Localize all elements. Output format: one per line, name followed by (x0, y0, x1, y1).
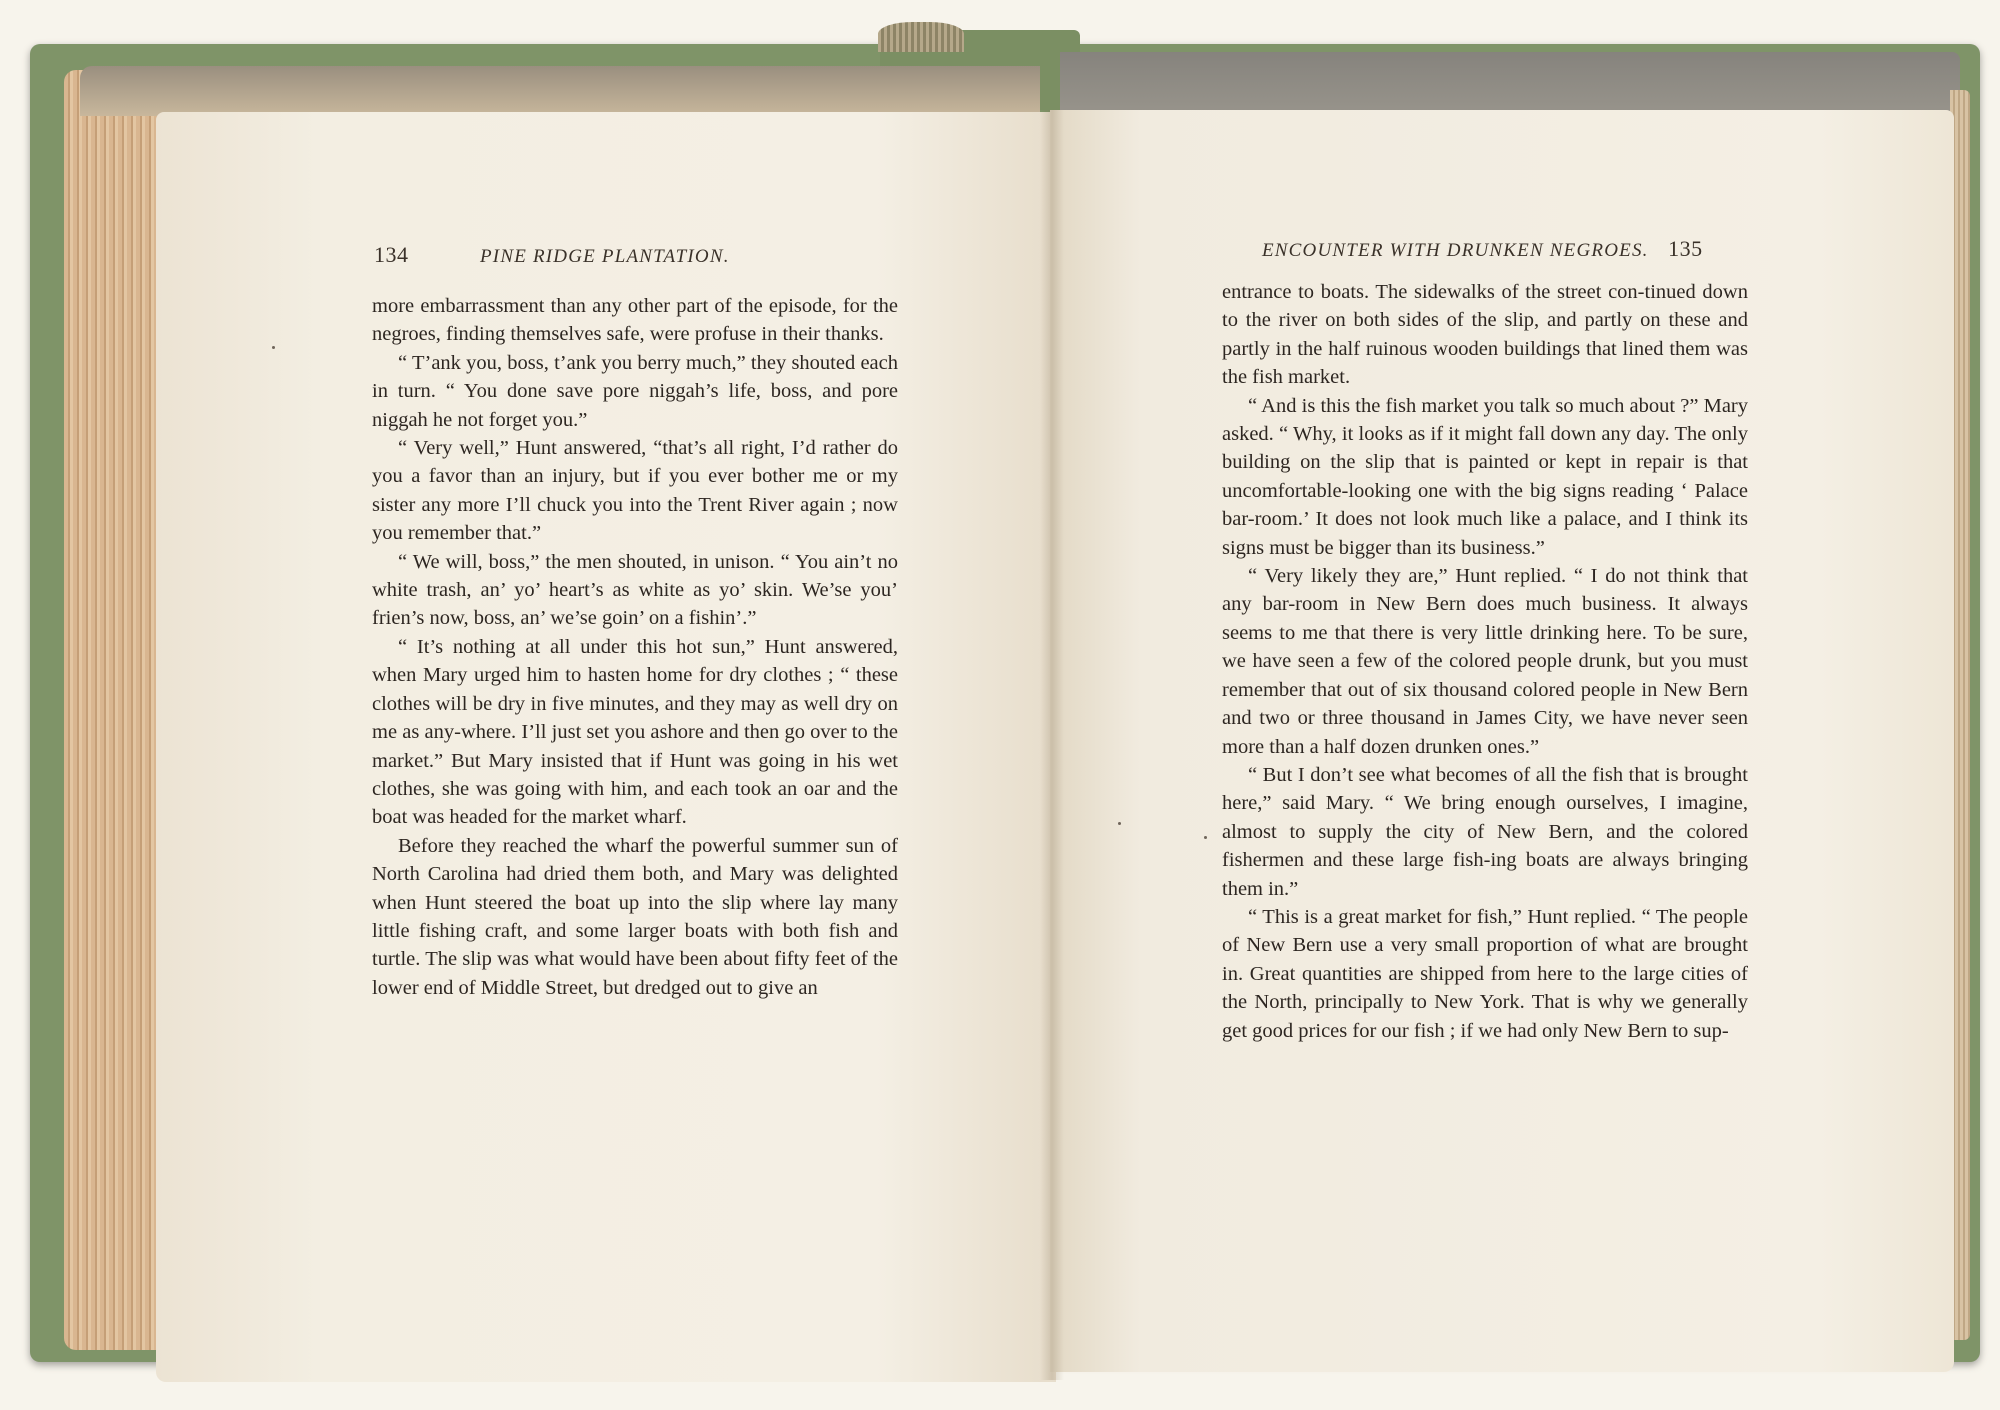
paragraph: entrance to boats. The sidewalks of the street con-tinued down to the river on both sides of the slip, and partly on these and partly in the half ruinous wooden buildings that lined them was the fish market. (1222, 281, 1748, 389)
paragraph: “ Very well,” Hunt answered, “that’s all right, I’d rather do you a favor than an injury, but if you ever bother me or my sister any more I’ll chuck you into the Trent River again ; now you remember that.” (372, 437, 898, 545)
paper-speck (1204, 836, 1207, 839)
left-running-title: PINE RIDGE PLANTATION. (480, 246, 730, 267)
frayed-spine-cloth (878, 22, 964, 52)
paragraph: “ Very likely they are,” Hunt replied. “ I do not think that any bar-room in New Bern does much business. It always seems to me that there is very little drinking here. To be sure, we have seen a few of the colored people drunk, but you must remember that out of six thousand colored people in New Bern and two or three thousand in James City, we have never seen more than a half dozen drunken ones.” (1222, 565, 1748, 758)
paragraph: “ This is a great market for fish,” Hunt replied. “ The people of New Bern use a very small proportion of what are brought in. Great quantities are shipped from here to the large cities of the North, principally to New York. That is why we generally get good prices for our fish ; if we had only New Bern to sup- (1222, 905, 1748, 1042)
left-page-text (372, 292, 898, 1002)
paper-speck (1118, 822, 1121, 825)
left-running-head (374, 242, 730, 268)
paragraph: “ But I don’t see what becomes of all the fish that is brought here,” said Mary. “ We bring enough ourselves, I imagine, almost to supply the city of New Bern, and the colored fishermen and these large fish-ing boats are always bringing them in.” (1222, 763, 1748, 900)
left-top-page-block (80, 66, 1040, 116)
right-page-text (1222, 278, 1748, 1045)
paragraph: “ It’s nothing at all under this hot sun,” Hunt answered, when Mary urged him to hasten home for dry clothes ; “ these clothes will be dry in five minutes, and they may as well dry on me as any-where. I’ll just set you ashore and then go over to the market.” But Mary insisted that if Hunt was going in his wet clothes, she was going with him, and each took an oar and the boat was headed for the market wharf. (372, 635, 898, 829)
paragraph: more embarrassment than any other part of the episode, for the negroes, finding themselves safe, were profuse in their thanks. (372, 295, 898, 346)
paragraph: Before they reached the wharf the powerful summer sun of North Carolina had dried them both, and Mary was delighted when Hunt steered the boat up into the slip where lay many little fishing craft, and some larger boats with both fish and turtle. The slip was what would have been about fifty feet of the lower end of Middle Street, but dredged out to give an (372, 834, 898, 999)
book-gutter (1040, 110, 1064, 1380)
left-page-number: 134 (374, 242, 409, 267)
paragraph: “ And is this the fish market you talk so much about ?” Mary asked. “ Why, it looks as if it might fall down any day. The only building on the slip that is painted or kept in repair is that uncomfortable-looking one with the big signs reading ‘ Palace bar-room.’ It does not look much like a palace, and I think its signs must be bigger than its business.” (1222, 394, 1748, 559)
right-page-number: 135 (1668, 236, 1703, 261)
right-running-head (1262, 236, 1703, 262)
left-page-edges (64, 70, 164, 1350)
paragraph: “ We will, boss,” the men shouted, in unison. “ You ain’t no white trash, an’ yo’ heart’s as white as yo’ skin. We’se you’ frien’s now, boss, an’ we’se goin’ on a fishin’.” (372, 550, 898, 630)
paragraph: “ T’ank you, boss, t’ank you berry much,” they shouted each in turn. “ You done save pore niggah’s life, boss, and pore niggah he not forget you.” (372, 351, 898, 431)
right-running-title: ENCOUNTER WITH DRUNKEN NEGROES. (1262, 240, 1649, 261)
paper-speck (272, 346, 275, 349)
